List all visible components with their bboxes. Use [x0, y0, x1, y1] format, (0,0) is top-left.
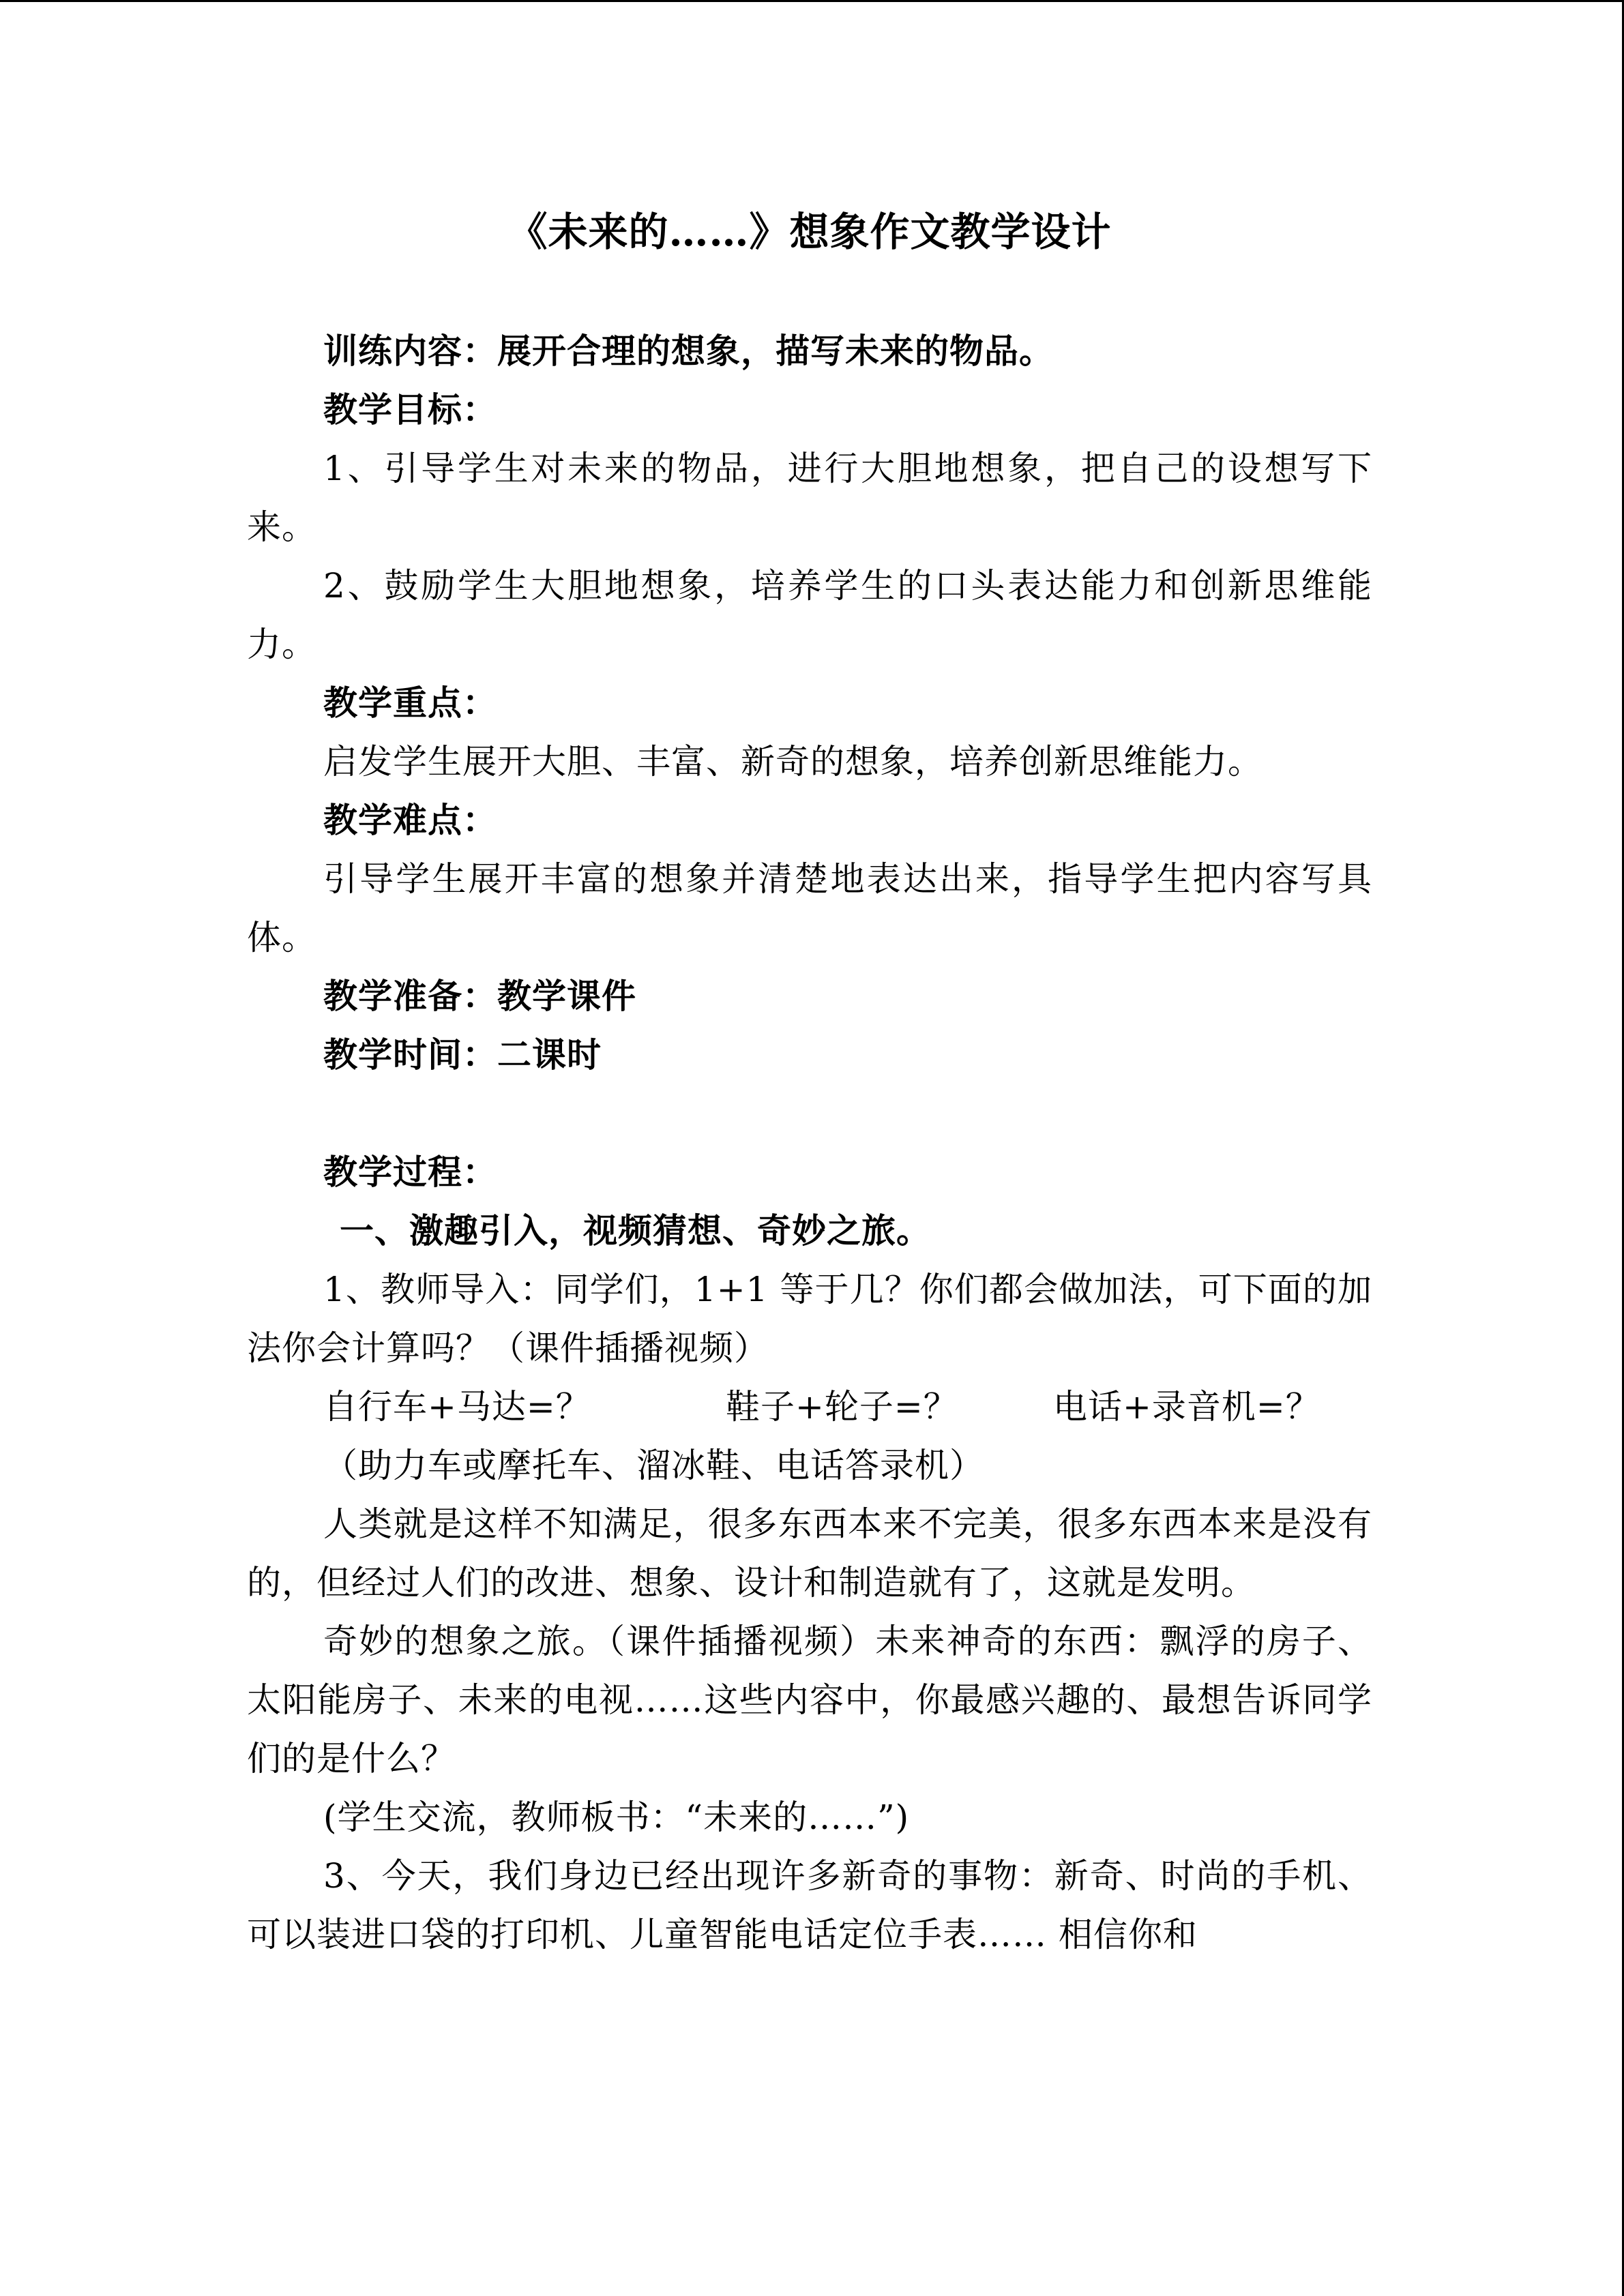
document-title: 《未来的……》想象作文教学设计	[507, 209, 1112, 255]
journey-paragraph: 奇妙的想象之旅。（课件插播视频）未来神奇的东西：飘浮的房子、太阳能房子、未来的电视……这些内容中，你最感兴趣的、最想告诉同学们的是什么？	[247, 1622, 1372, 1778]
difficulty-text: 引导学生展开丰富的想象并清楚地表达出来，指导学生把内容写具体。	[247, 859, 1372, 957]
equation-phone: 电话+录音机=？	[1053, 1387, 1320, 1427]
training-content: 训练内容：展开合理的想象，描写未来的物品。	[323, 331, 1054, 371]
goals-heading: 教学目标：	[323, 389, 497, 430]
goal-1: 1、引导学生对未来的物品，进行大胆地想象，把自己的设想写下来。	[247, 449, 1372, 547]
invention-paragraph: 人类就是这样不知满足，很多东西本来不完美，很多东西本来是没有的，但经过人们的改进、想象、设计和制造就有了，这就是发明。	[247, 1504, 1372, 1602]
step-1: 1、教师导入：同学们，1+1 等于几？你们都会做加法，可下面的加法你会计算吗？（课件插播视频）	[247, 1270, 1372, 1368]
difficulty-heading: 教学难点：	[323, 800, 497, 840]
page-border-top	[0, 0, 1624, 2]
key-points-heading: 教学重点：	[323, 683, 497, 723]
document-page	[247, 205, 1372, 1964]
equation-row	[247, 1377, 1372, 1436]
equation-shoes: 鞋子+轮子=？	[726, 1387, 958, 1427]
section-1-heading: 一、激趣引入，视频猜想、奇妙之旅。	[340, 1210, 931, 1251]
process-heading: 教学过程：	[323, 1152, 497, 1192]
key-points-text: 启发学生展开大胆、丰富、新奇的想象，培养创新思维能力。	[323, 742, 1263, 781]
step-3: 3、今天，我们身边已经出现许多新奇的事物：新奇、时尚的手机、可以装进口袋的打印机、儿童智能电话定位手表…… 相信你和	[247, 1856, 1372, 1954]
spacer	[247, 1084, 1372, 1143]
goal-2: 2、鼓励学生大胆地想象，培养学生的口头表达能力和创新思维能力。	[247, 566, 1372, 664]
preparation: 教学准备：教学课件	[323, 976, 636, 1016]
exchange-paragraph: (学生交流，教师板书：“未来的……”)	[323, 1798, 910, 1837]
equation-answers: （助力车或摩托车、溜冰鞋、电话答录机）	[323, 1446, 984, 1485]
teaching-time: 教学时间：二课时	[323, 1034, 602, 1075]
equation-bike: 自行车+马达=？	[323, 1387, 591, 1427]
